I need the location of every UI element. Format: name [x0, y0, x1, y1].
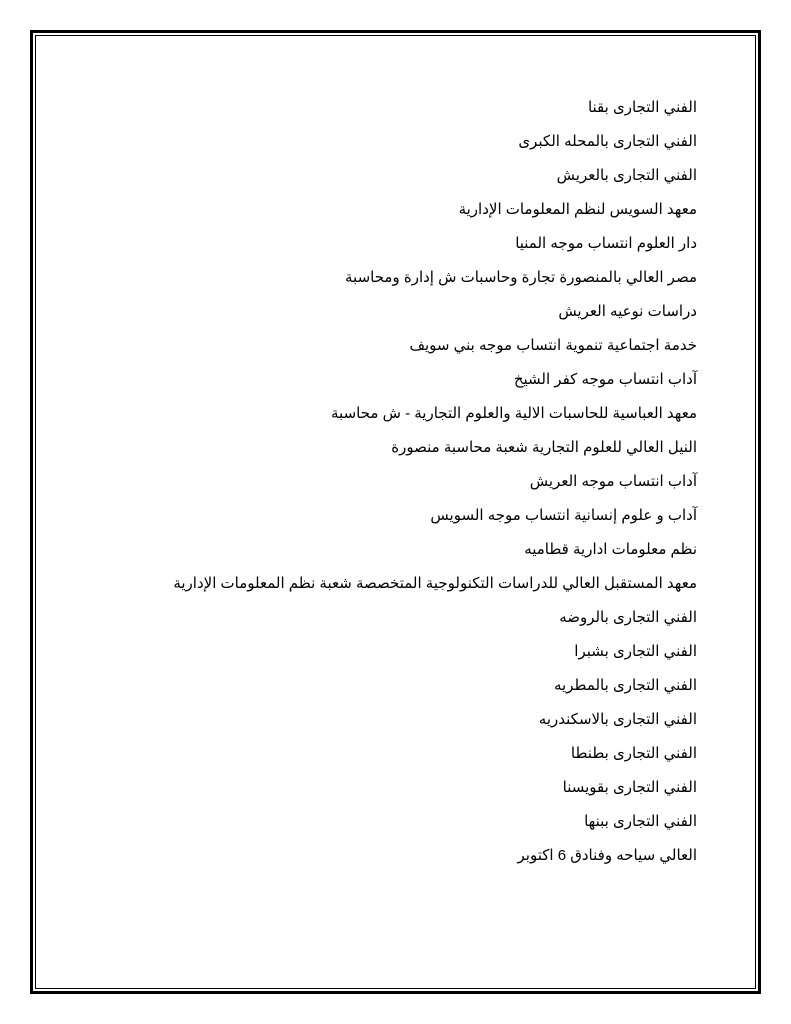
list-item: الفني التجارى بالمطريه — [554, 677, 697, 694]
list-item: معهد العباسية للحاسبات الالية والعلوم التجارية - ش محاسبة — [331, 405, 697, 422]
list-item: خدمة اجتماعية تنموية انتساب موجه بني سويف — [409, 337, 697, 354]
list-item: الفني التجارى ببنها — [584, 813, 697, 830]
list-item: الفني التجارى بطنطا — [570, 745, 697, 762]
list-item: دراسات نوعيه العريش — [558, 303, 697, 320]
document-content — [77, 91, 697, 873]
list-item: الفني التجارى بشبرا — [574, 643, 697, 660]
list-item: آداب و علوم إنسانية انتساب موجه السويس — [430, 507, 697, 524]
list-item: الفني التجارى بقويسنا — [562, 779, 697, 796]
list-item: الفني التجارى بالروضه — [559, 609, 697, 626]
list-item: معهد السويس لنظم المعلومات الإدارية — [458, 201, 697, 218]
list-item: آداب انتساب موجه كفر الشيخ — [513, 371, 697, 388]
institute-list — [77, 91, 697, 873]
list-item: الفني التجارى بالاسكندريه — [538, 711, 697, 728]
list-item: العالي سياحه وفنادق 6 اكتوبر — [517, 847, 697, 864]
list-item: دار العلوم انتساب موجه المنيا — [515, 235, 697, 252]
list-item: معهد المستقبل العالي للدراسات التكنولوجية المتخصصة شعبة نظم المعلومات الإدارية — [173, 575, 697, 592]
list-item: مصر العالي بالمنصورة تجارة وحاسبات ش إدارة ومحاسبة — [345, 269, 697, 286]
list-item: الفني التجارى بقنا — [587, 99, 697, 116]
list-item: نظم معلومات ادارية قطاميه — [524, 541, 697, 558]
list-item: الفني التجارى بالمحله الكبرى — [518, 133, 697, 150]
list-item: الفني التجارى بالعريش — [556, 167, 697, 184]
list-item: النيل العالي للعلوم التجارية شعبة محاسبة منصورة — [391, 439, 697, 456]
list-item: آداب انتساب موجه العريش — [529, 473, 697, 490]
